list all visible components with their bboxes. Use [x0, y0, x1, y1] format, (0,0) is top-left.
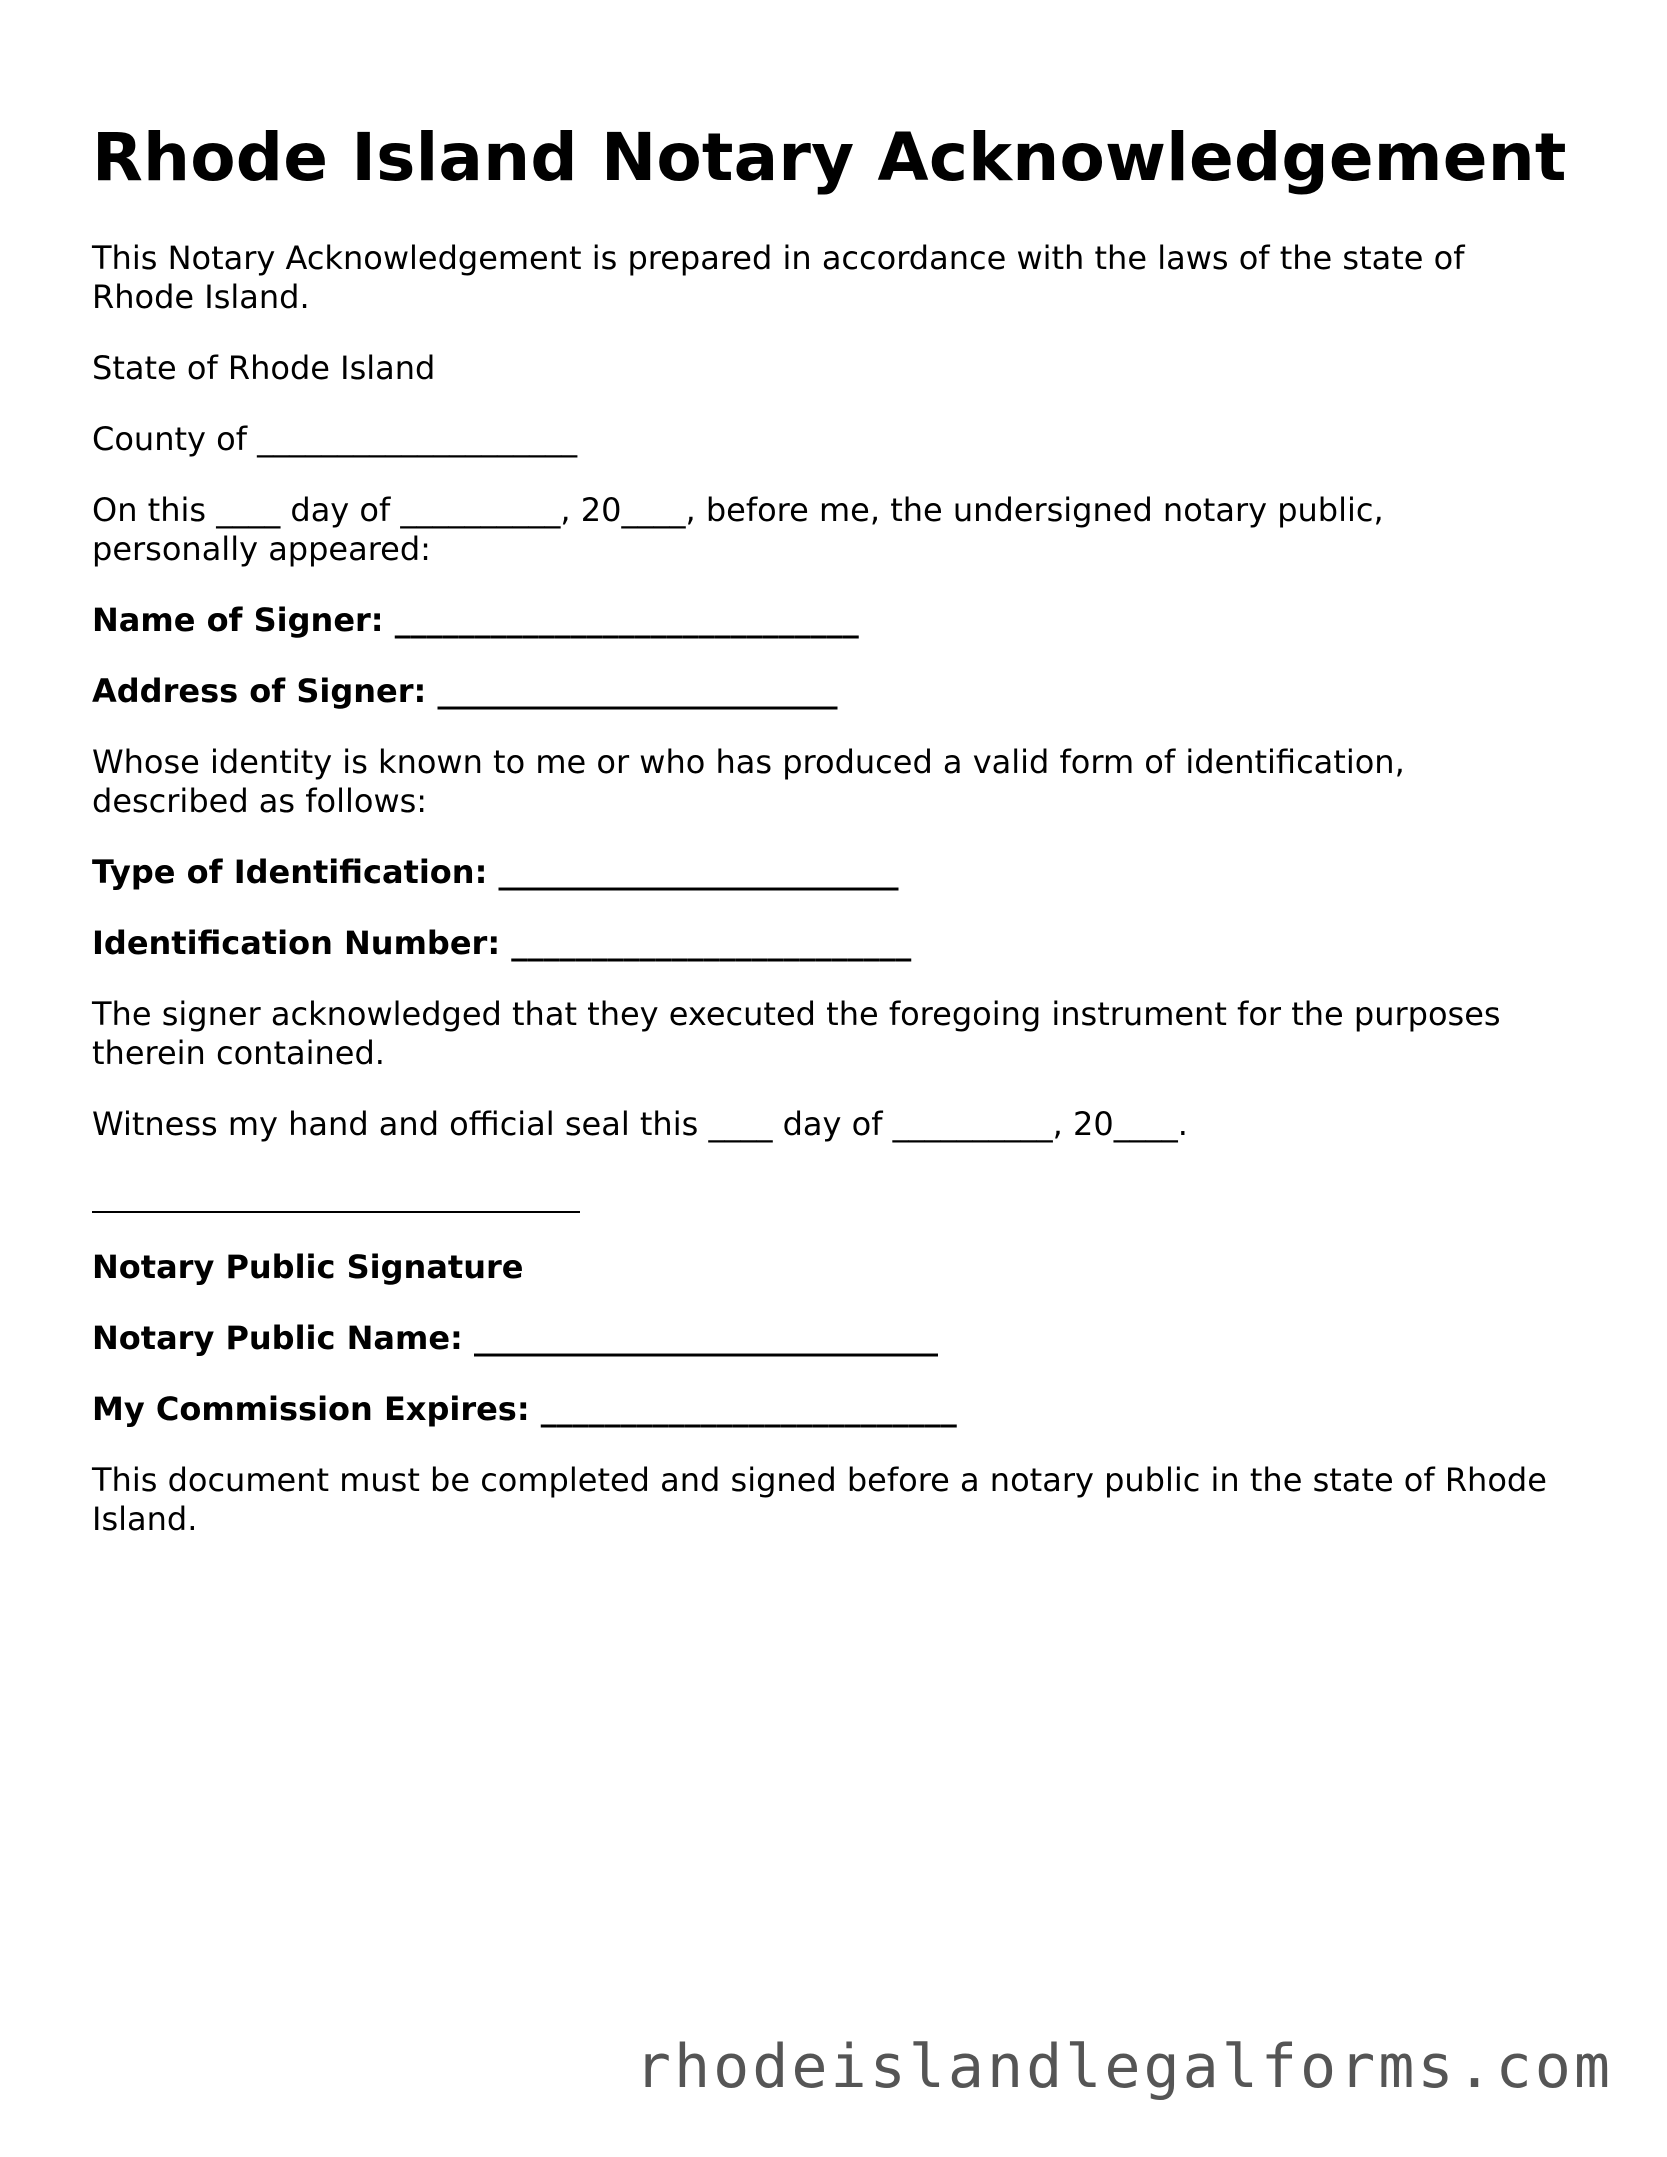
state-line: State of Rhode Island — [92, 349, 436, 387]
signer-name-field: Name of Signer: _____________________________ — [92, 601, 859, 639]
notary-signature-label: Notary Public Signature — [92, 1248, 524, 1286]
document-title: Rhode Island Notary Acknowledgement — [92, 119, 1567, 196]
footer-watermark[interactable]: rhodeislandlegalforms.com — [634, 2032, 1613, 2102]
commission-expires-field: My Commission Expires: __________________________ — [92, 1390, 957, 1428]
intro-line-1: This Notary Acknowledgement is prepared in accordance with the laws of the state of — [92, 239, 1465, 277]
closing-line-2: Island. — [92, 1500, 198, 1538]
id-type-field: Type of Identification: _________________________ — [92, 853, 899, 891]
identity-line-2: described as follows: — [92, 782, 428, 820]
identity-line-1: Whose identity is known to me or who has produced a valid form of identification, — [92, 743, 1405, 781]
notary-signature-line — [92, 1211, 580, 1213]
intro-line-2: Rhode Island. — [92, 278, 310, 316]
appearance-line-2: personally appeared: — [92, 530, 431, 568]
id-number-field: Identification Number: _________________________ — [92, 924, 912, 962]
acknowledgement-line-2: therein contained. — [92, 1034, 385, 1072]
signer-address-field: Address of Signer: _________________________ — [92, 672, 838, 710]
county-field: County of ____________________ — [92, 420, 578, 458]
acknowledgement-line-1: The signer acknowledged that they executed the foregoing instrument for the purposes — [92, 995, 1501, 1033]
notary-name-field: Notary Public Name: _____________________________ — [92, 1319, 938, 1357]
closing-line-1: This document must be completed and signed before a notary public in the state of Rhode — [92, 1461, 1547, 1499]
witness-line: Witness my hand and official seal this ____ day of __________, 20____. — [92, 1105, 1188, 1143]
appearance-line-1: On this ____ day of __________, 20____, before me, the undersigned notary public, — [92, 491, 1384, 529]
